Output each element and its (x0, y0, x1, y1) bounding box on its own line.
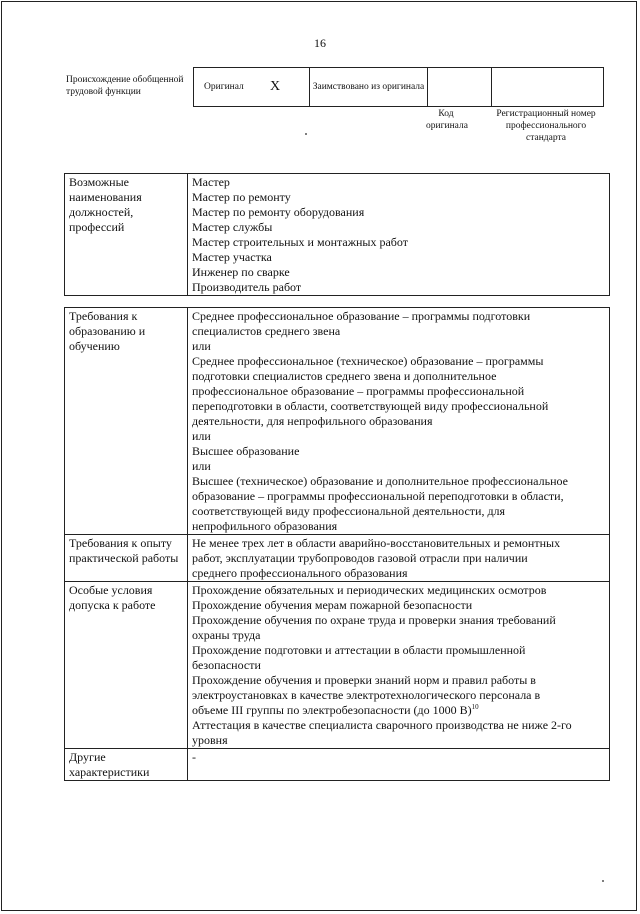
education-line: или (192, 459, 211, 473)
code-caption: Код оригинала (426, 109, 468, 131)
position-item: Мастер (192, 175, 230, 189)
position-item: Инженер по сварке (192, 265, 290, 279)
reg-number-cell (492, 68, 604, 107)
position-item: Мастер по ремонту оборудования (192, 205, 365, 219)
other-row (65, 749, 610, 781)
position-item: Мастер службы (192, 220, 273, 234)
original-label: Оригинал (204, 82, 244, 92)
admission-line-with-footnote (192, 703, 605, 718)
origin-label: Происхождение обобщенной трудовой функции (66, 75, 184, 97)
footnote-ref: 10 (471, 703, 479, 711)
admission-line: Прохождение подготовки и аттестации в области промышленной (192, 643, 526, 657)
admission-line: Прохождение обязательных и периодических медицинских осмотров (192, 583, 547, 597)
position-item: Мастер по ремонту (192, 190, 291, 204)
education-line: образование – программы профессиональной переподготовки в области, (192, 489, 564, 503)
positions-table (64, 173, 610, 296)
reg-number-caption: Регистрационный номер профессионального стандарта (496, 109, 596, 143)
education-row (65, 308, 610, 535)
education-value (188, 308, 610, 535)
education-line: или (192, 339, 211, 353)
admission-line: Прохождение обучения и проверки знаний норм и правил работы в (192, 673, 536, 687)
page-number: 16 (314, 36, 326, 50)
position-item: Мастер участка (192, 250, 272, 264)
requirements-table (64, 307, 610, 781)
positions-list (188, 174, 610, 296)
admission-line: охраны труда (192, 628, 261, 642)
admission-line: безопасности (192, 658, 261, 672)
admission-line-text: объеме III группы по электробезопасности (до 1000 В) (192, 703, 472, 717)
position-item: Производитель работ (192, 280, 302, 294)
education-line: непрофильного образования (192, 519, 338, 533)
education-line: подготовки специалистов среднего звена и дополнительное (192, 369, 497, 383)
admission-value (188, 582, 610, 749)
education-line: переподготовки в области, соответствующей виду профессиональной (192, 399, 549, 413)
borrowed-cell: Заимствовано из оригинала (310, 68, 428, 107)
experience-row (65, 535, 610, 582)
experience-value (188, 535, 610, 582)
admission-line: уровня (192, 733, 228, 747)
original-mark: X (270, 79, 281, 94)
education-line: специалистов среднего звена (192, 324, 341, 338)
education-line: Высшее (техническое) образование и дополнительное профессиональное (192, 474, 568, 488)
admission-line: Прохождение обучения мерам пожарной безопасности (192, 598, 473, 612)
admission-line: Прохождение обучения по охране труда и проверки знания требований (192, 613, 556, 627)
education-label: Требования к образованию и обучению (65, 308, 188, 535)
other-value: - (188, 749, 610, 781)
experience-line: работ, эксплуатации трубопроводов газовой отрасли при наличии (192, 551, 528, 565)
admission-line: Аттестация в качестве специалиста сварочного производства не ниже 2-го (192, 718, 572, 732)
position-item: Мастер строительных и монтажных работ (192, 235, 408, 249)
admission-row (65, 582, 610, 749)
origin-table (193, 67, 604, 107)
education-line: деятельности, для непрофильного образования (192, 414, 433, 428)
education-line: Высшее образование (192, 444, 300, 458)
experience-line: среднего профессионального образования (192, 566, 408, 580)
code-cell (428, 68, 492, 107)
experience-line: Не менее трех лет в области аварийно-восстановительных и ремонтных (192, 536, 561, 550)
scan-speck (602, 880, 604, 882)
education-line: или (192, 429, 211, 443)
other-label: Другие характеристики (65, 749, 188, 781)
admission-label: Особые условия допуска к работе (65, 582, 188, 749)
experience-label: Требования к опыту практической работы (65, 535, 188, 582)
admission-line: электроустановках в качестве электротехнологического персонала в (192, 688, 541, 702)
scan-speck (305, 133, 307, 135)
education-line: профессиональное образование – программы профессиональной (192, 384, 525, 398)
education-line: Среднее профессиональное образование – программы подготовки (192, 309, 531, 323)
education-line: соответствующей виду профессиональной деятельности, для (192, 504, 506, 518)
positions-label: Возможные наименования должностей, профессий (65, 174, 188, 296)
original-cell (194, 68, 310, 107)
education-line: Среднее профессиональное (техническое) образование – программы (192, 354, 544, 368)
